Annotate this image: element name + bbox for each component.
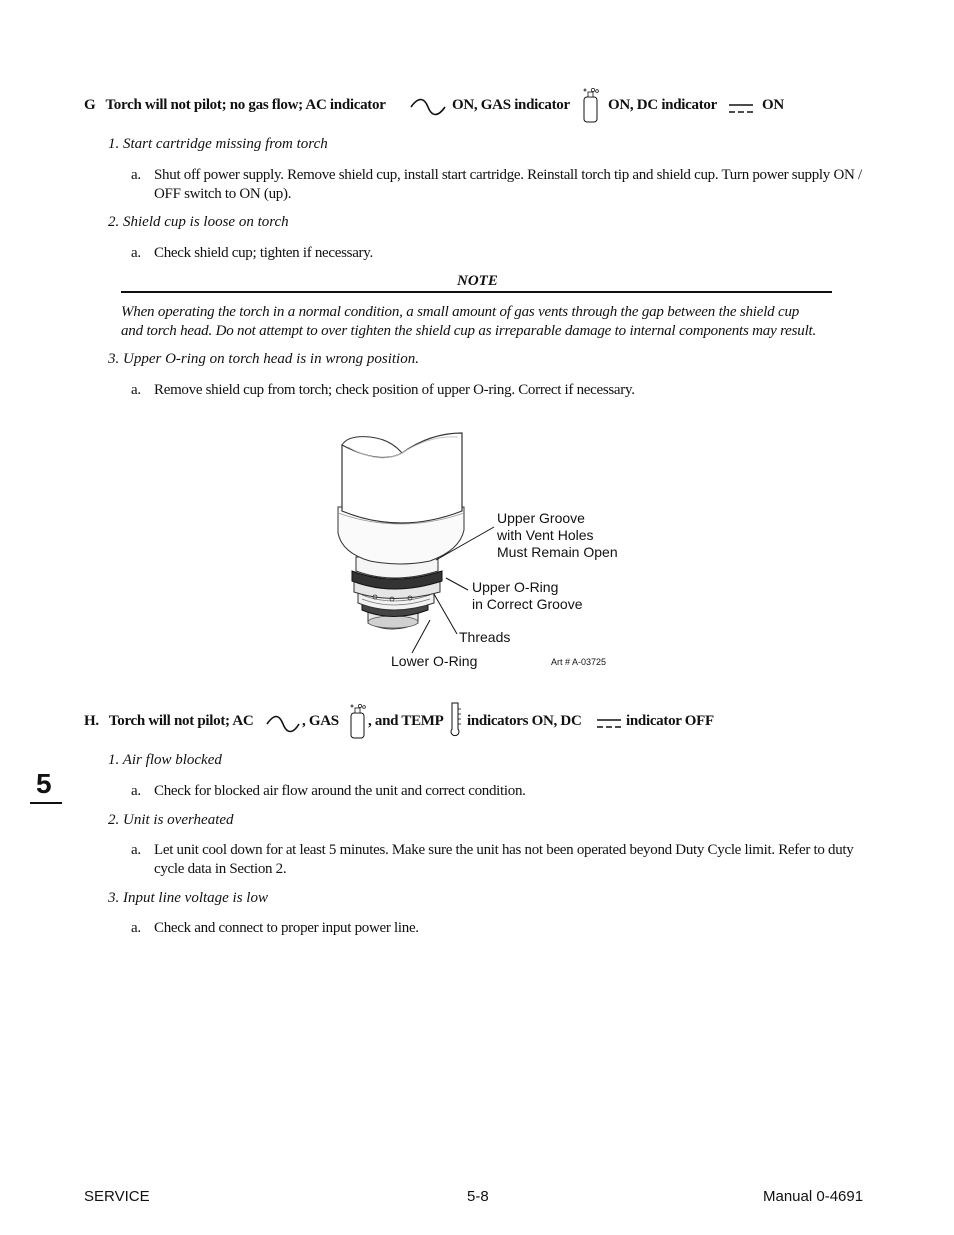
- note-line-1: When operating the torch in a normal condition, a small amount of gas vents through the gap between the shield cup: [121, 304, 800, 320]
- note-title: NOTE: [457, 273, 498, 289]
- g-item-2-step-letter: a.: [131, 245, 141, 261]
- section-tab-underline: [30, 802, 62, 804]
- section-tab-number: 5: [36, 768, 52, 799]
- section-g-heading-text3: ON, DC indicator: [608, 97, 717, 113]
- section-g-heading-text1: Torch will not pilot; no gas flow; AC indicator: [105, 97, 386, 113]
- dc-line-icon: [596, 718, 622, 730]
- ac-sine-wave-icon: [266, 716, 300, 736]
- section-h-heading-text5: indicator OFF: [626, 713, 714, 729]
- footer-manual-number: Manual 0-4691: [763, 1188, 864, 1205]
- section-h-heading: [84, 713, 253, 730]
- h-item-3: 3. Input line voltage is low: [108, 890, 268, 906]
- g-item-1: 1. Start cartridge missing from torch: [108, 136, 328, 152]
- callout-upper-groove-line1: Upper Groove: [497, 510, 585, 526]
- callout-upper-groove-line3: Must Remain Open: [497, 544, 618, 560]
- section-h-heading-text4: indicators ON, DC: [467, 713, 582, 729]
- callout-upper-groove: [497, 510, 618, 561]
- section-h-letter: H.: [84, 713, 99, 729]
- gas-cylinder-icon: [349, 703, 367, 739]
- h-item-2-step-letter: a.: [131, 842, 141, 858]
- callout-upper-oring-line2: in Correct Groove: [472, 596, 583, 612]
- note-line-2: and torch head. Do not attempt to over tighten the shield cup as irreparable damage to internal components may result.: [121, 323, 817, 339]
- h-item-2-step-text: Let unit cool down for at least 5 minutes. Make sure the unit has not been operated beyond Duty Cycle limit. Refer to duty cycle data in Section 2.: [154, 842, 854, 877]
- callout-lower-oring: Lower O-Ring: [391, 653, 478, 669]
- footer-left: SERVICE: [84, 1188, 150, 1205]
- section-g-heading-text4: ON: [762, 97, 784, 113]
- g-item-1-step-letter: a.: [131, 167, 141, 183]
- art-number: Art # A-03725: [551, 657, 607, 667]
- section-g-letter: G: [84, 97, 96, 113]
- section-h-heading-text3: , and TEMP: [368, 713, 444, 729]
- callout-threads: Threads: [459, 629, 511, 645]
- callout-upper-oring-line1: Upper O-Ring: [472, 579, 559, 595]
- h-item-1-step-letter: a.: [131, 783, 141, 799]
- h-item-3-step-letter: a.: [131, 920, 141, 936]
- thermometer-icon: [448, 701, 462, 739]
- g-item-2-step-text: Check shield cup; tighten if necessary.: [154, 245, 373, 261]
- section-g-heading-text2: ON, GAS indicator: [452, 97, 570, 113]
- h-item-3-step-text: Check and connect to proper input power line.: [154, 920, 419, 936]
- section-h-heading-text1: Torch will not pilot; AC: [108, 713, 254, 729]
- g-item-1-step-text: Shut off power supply. Remove shield cup, install start cartridge. Reinstall torch tip and shield cup. Turn power supply ON / OFF switch to ON (up).: [154, 167, 862, 202]
- footer-page-number: 5-8: [467, 1188, 489, 1205]
- g-item-3-step-letter: a.: [131, 382, 141, 398]
- callout-upper-groove-line2: with Vent Holes: [497, 527, 594, 543]
- h-item-1-step-text: Check for blocked air flow around the unit and correct condition.: [154, 783, 526, 799]
- h-item-1: 1. Air flow blocked: [108, 752, 222, 768]
- g-item-3-step-text: Remove shield cup from torch; check position of upper O-ring. Correct if necessary.: [154, 382, 635, 398]
- g-item-2: 2. Shield cup is loose on torch: [108, 214, 289, 230]
- g-item-3: 3. Upper O-ring on torch head is in wrong position.: [108, 351, 419, 367]
- callout-upper-oring: [472, 579, 582, 613]
- h-item-2: 2. Unit is overheated: [108, 812, 234, 828]
- section-h-heading-text2: , GAS: [302, 713, 339, 729]
